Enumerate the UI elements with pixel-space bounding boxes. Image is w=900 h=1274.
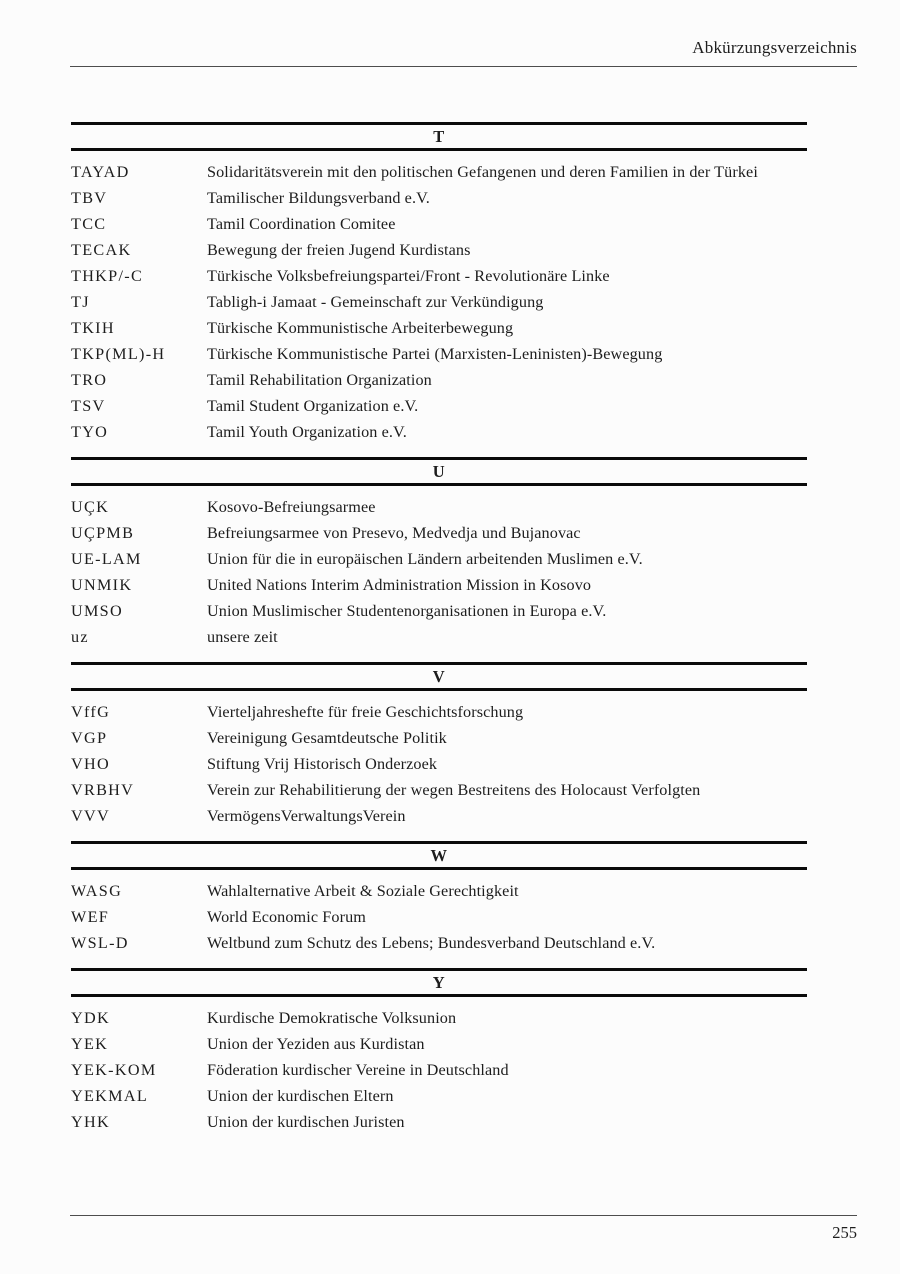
- description-cell: Union der Yeziden aus Kurdistan: [207, 1035, 425, 1053]
- entry-row: [71, 1057, 807, 1083]
- description-cell: Union der kurdischen Juristen: [207, 1113, 405, 1131]
- abbreviation-cell: WEF: [71, 908, 110, 926]
- description-cell: Verein zur Rehabilitierung der wegen Bestreitens des Holocaust Verfolgten: [207, 781, 701, 799]
- entry-row: [71, 263, 807, 289]
- abbreviation-cell: WSL-D: [71, 934, 129, 952]
- description-cell: Union für die in europäischen Ländern arbeitenden Muslimen e.V.: [207, 550, 643, 568]
- section-letter-heading: [71, 662, 807, 691]
- abbreviation-cell: YEKMAL: [71, 1087, 149, 1105]
- entry-row: [71, 725, 807, 751]
- entry-row: [71, 1109, 807, 1135]
- abbreviation-cell: TAYAD: [71, 163, 130, 181]
- description-cell: Tamil Youth Organization e.V.: [207, 423, 407, 441]
- abbreviation-cell: TCC: [71, 215, 107, 233]
- abbreviation-cell: VRBHV: [71, 781, 135, 799]
- section-letter: T: [433, 127, 445, 146]
- abbreviation-cell: TKIH: [71, 319, 115, 337]
- entry-row: [71, 237, 807, 263]
- entry-row: [71, 699, 807, 725]
- entry-row: [71, 1031, 807, 1057]
- abbreviation-cell: VffG: [71, 703, 111, 721]
- entry-row: [71, 520, 807, 546]
- entry-row: [71, 367, 807, 393]
- section-letter: U: [432, 462, 446, 481]
- description-cell: Kosovo-Befreiungsarmee: [207, 498, 376, 516]
- description-cell: Wahlalternative Arbeit & Soziale Gerechtigkeit: [207, 882, 519, 900]
- entry-row: [71, 393, 807, 419]
- description-cell: VermögensVerwaltungsVerein: [207, 807, 406, 825]
- entry-row: [71, 598, 807, 624]
- entry-row: [71, 185, 807, 211]
- entry-row: [71, 341, 807, 367]
- description-cell: Tamilischer Bildungsverband e.V.: [207, 189, 430, 207]
- description-cell: Tamil Coordination Comitee: [207, 215, 396, 233]
- entry-row: [71, 159, 807, 185]
- abbreviation-section: [71, 841, 807, 968]
- entry-row: [71, 289, 807, 315]
- section-letter: V: [432, 667, 446, 686]
- abbreviation-cell: TRO: [71, 371, 108, 389]
- section-entries: [71, 870, 807, 968]
- abbreviation-cell: uz: [71, 628, 89, 646]
- abbreviation-cell: THKP/-C: [71, 267, 144, 285]
- abbreviation-cell: TJ: [71, 293, 90, 311]
- abbreviation-cell: YHK: [71, 1113, 110, 1131]
- description-cell: Bewegung der freien Jugend Kurdistans: [207, 241, 471, 259]
- section-letter-heading: [71, 457, 807, 486]
- description-cell: Befreiungsarmee von Presevo, Medvedja und Bujanovac: [207, 524, 581, 542]
- header-title: Abkürzungsverzeichnis: [692, 38, 857, 57]
- entry-row: [71, 1083, 807, 1109]
- abbreviation-section: [71, 968, 807, 1147]
- section-entries: [71, 997, 807, 1147]
- page-number: 255: [832, 1223, 857, 1242]
- abbreviation-cell: UNMIK: [71, 576, 133, 594]
- description-cell: Föderation kurdischer Vereine in Deutschland: [207, 1061, 509, 1079]
- abbreviation-cell: TBV: [71, 189, 108, 207]
- abbreviation-cell: UMSO: [71, 602, 123, 620]
- entry-row: [71, 572, 807, 598]
- description-cell: Türkische Kommunistische Arbeiterbewegung: [207, 319, 514, 337]
- running-header: [70, 38, 857, 67]
- abbreviation-cell: TKP(ML)-H: [71, 345, 166, 363]
- description-cell: Tamil Rehabilitation Organization: [207, 371, 432, 389]
- abbreviation-cell: VGP: [71, 729, 108, 747]
- entry-row: [71, 546, 807, 572]
- abbreviation-cell: WASG: [71, 882, 123, 900]
- abbreviation-cell: YDK: [71, 1009, 110, 1027]
- section-entries: [71, 486, 807, 662]
- abbreviation-cell: YEK: [71, 1035, 109, 1053]
- section-letter-heading: [71, 841, 807, 870]
- abbreviation-cell: VVV: [71, 807, 110, 825]
- description-cell: Türkische Kommunistische Partei (Marxisten-Leninisten)-Bewegung: [207, 345, 663, 363]
- description-cell: unsere zeit: [207, 628, 278, 646]
- entry-row: [71, 878, 807, 904]
- section-letter: W: [430, 846, 448, 865]
- abbreviation-table: [71, 122, 807, 1147]
- entry-row: [71, 419, 807, 445]
- abbreviation-cell: TECAK: [71, 241, 132, 259]
- entry-row: [71, 777, 807, 803]
- entry-row: [71, 624, 807, 650]
- description-cell: Union der kurdischen Eltern: [207, 1087, 394, 1105]
- entry-row: [71, 211, 807, 237]
- section-letter-heading: [71, 968, 807, 997]
- page-footer: [70, 1215, 857, 1243]
- entry-row: [71, 904, 807, 930]
- entry-row: [71, 494, 807, 520]
- entry-row: [71, 751, 807, 777]
- description-cell: Union Muslimischer Studentenorganisationen in Europa e.V.: [207, 602, 607, 620]
- entry-row: [71, 930, 807, 956]
- abbreviation-cell: UÇPMB: [71, 524, 135, 542]
- abbreviation-section: [71, 662, 807, 841]
- description-cell: Solidaritätsverein mit den politischen Gefangenen und deren Familien in der Türkei: [207, 163, 758, 181]
- description-cell: Stiftung Vrij Historisch Onderzoek: [207, 755, 438, 773]
- description-cell: Vereinigung Gesamtdeutsche Politik: [207, 729, 447, 747]
- description-cell: Tabligh-i Jamaat - Gemeinschaft zur Verkündigung: [207, 293, 544, 311]
- section-letter-heading: [71, 122, 807, 151]
- section-letter: Y: [432, 973, 446, 992]
- abbreviation-cell: TYO: [71, 423, 109, 441]
- description-cell: World Economic Forum: [207, 908, 366, 926]
- entry-row: [71, 1005, 807, 1031]
- abbreviation-cell: TSV: [71, 397, 106, 415]
- abbreviation-section: [71, 457, 807, 662]
- description-cell: Weltbund zum Schutz des Lebens; Bundesverband Deutschland e.V.: [207, 934, 656, 952]
- abbreviation-cell: UE-LAM: [71, 550, 142, 568]
- abbreviation-cell: VHO: [71, 755, 110, 773]
- description-cell: Türkische Volksbefreiungspartei/Front - Revolutionäre Linke: [207, 267, 610, 285]
- entry-row: [71, 803, 807, 829]
- description-cell: Tamil Student Organization e.V.: [207, 397, 419, 415]
- abbreviation-section: [71, 122, 807, 457]
- abbreviation-cell: YEK-KOM: [71, 1061, 157, 1079]
- section-entries: [71, 151, 807, 457]
- description-cell: Kurdische Demokratische Volksunion: [207, 1009, 457, 1027]
- section-entries: [71, 691, 807, 841]
- entry-row: [71, 315, 807, 341]
- description-cell: Vierteljahreshefte für freie Geschichtsforschung: [207, 703, 524, 721]
- description-cell: United Nations Interim Administration Mission in Kosovo: [207, 576, 592, 594]
- abbreviation-cell: UÇK: [71, 498, 110, 516]
